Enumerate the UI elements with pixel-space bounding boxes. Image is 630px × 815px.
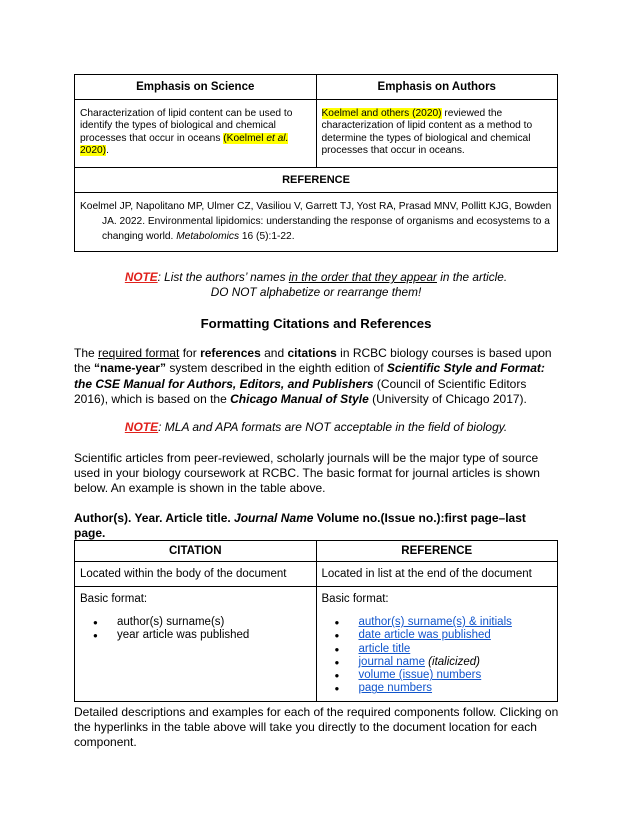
reference-col-header: REFERENCE [316,541,558,562]
reference-location: Located in list at the end of the document [316,562,558,587]
reference-header: REFERENCE [75,168,558,193]
note-formats: NOTE: MLA and APA formats are NOT acceptable in the field of biology. [124,420,508,434]
link-author-surnames[interactable]: author(s) surname(s) & initials [358,616,512,628]
reference-cell [75,193,558,252]
authors-example-cell: Koelmel and others (2020) reviewed the characterization of lipid content as a method to determine the types of biological and chemical processes that occur in oceans. [316,100,558,168]
reference-component-list: ● author(s) surname(s) & initials ● date article was published ● article title ● journal name (italicized) ● volume (issue) numbers ● page numbers [322,616,553,696]
science-header: Emphasis on Science [75,75,317,100]
highlighted-citation: (Koelmel et al. 2020) [80,132,289,157]
section-title: Formatting Citations and References [200,316,432,331]
citation-component-list [80,616,311,643]
citation-reference-table [74,540,558,702]
link-article-title[interactable]: article title [358,642,411,655]
link-journal-name[interactable]: journal name [358,655,425,668]
authors-header: Emphasis on Authors [316,75,558,100]
list-item: ● year article was published [80,629,311,642]
link-volume-issue[interactable]: volume (issue) numbers [358,669,482,682]
citation-location: Located within the body of the document [75,562,317,587]
note-order: NOTE: List the authors’ names in the order that they appear in the article. DO NOT alphabetize or rearrange them! [124,270,508,300]
citation-header: CITATION [75,541,317,562]
science-example-cell: Characterization of lipid content can be used to identify the types of biological and chemical processes that occur in oceans (Koelmel et al. 2020). [75,100,317,168]
sources-paragraph: Scientific articles from peer-reviewed, scholarly journals will be the major type of source used in your biology coursework at RCBC. The basic format for journal articles is shown below. An example is shown in the table above. [74,451,540,496]
note-label: NOTE [124,270,158,284]
format-line: Author(s). Year. Article title. Journal Name Volume no.(Issue no.):first page–last page. [74,511,526,541]
format-paragraph: The required format for references and citations in RCBC biology courses is based upon the “name-year” system described in the eighth edition of Scientific Style and Format: the CSE Manual for Authors, Editors, and Publishers (Council of Scientific Editors 2016), which is based on the Chicago Manual of Style (University of Chicago 2017). [74,346,552,407]
citation-format-cell: Basic format: ● author(s) surname(s) ● year article was published [75,587,317,702]
reference-entry: Koelmel JP, Napolitano MP, Ulmer CZ, Vasiliou V, Garrett TJ, Yost RA, Prasad MNV, Pollitt KJG, Bowden JA. 2022. Environmental lipidomics: understanding the response of organisms and ecosystems to a changing world. Metabolomics 16 (5):1-22. [80,201,552,242]
link-date-published[interactable]: date article was published [358,629,491,642]
example-table [74,74,558,252]
list-item: ● author(s) surname(s) [80,616,311,629]
closing-paragraph: Detailed descriptions and examples for each of the required components follow. Clicking on the hyperlinks in the table above will take you directly to the document location for each component. [74,705,559,750]
reference-format-cell: Basic format: ● author(s) surname(s) & initials ● date article was published ● article title ● journal name (italicized) ● volume (issue) numbers ● page numbers [316,587,558,702]
link-page-numbers[interactable]: page numbers [358,682,433,695]
highlighted-author-citation: Koelmel and others (2020) [321,108,442,119]
